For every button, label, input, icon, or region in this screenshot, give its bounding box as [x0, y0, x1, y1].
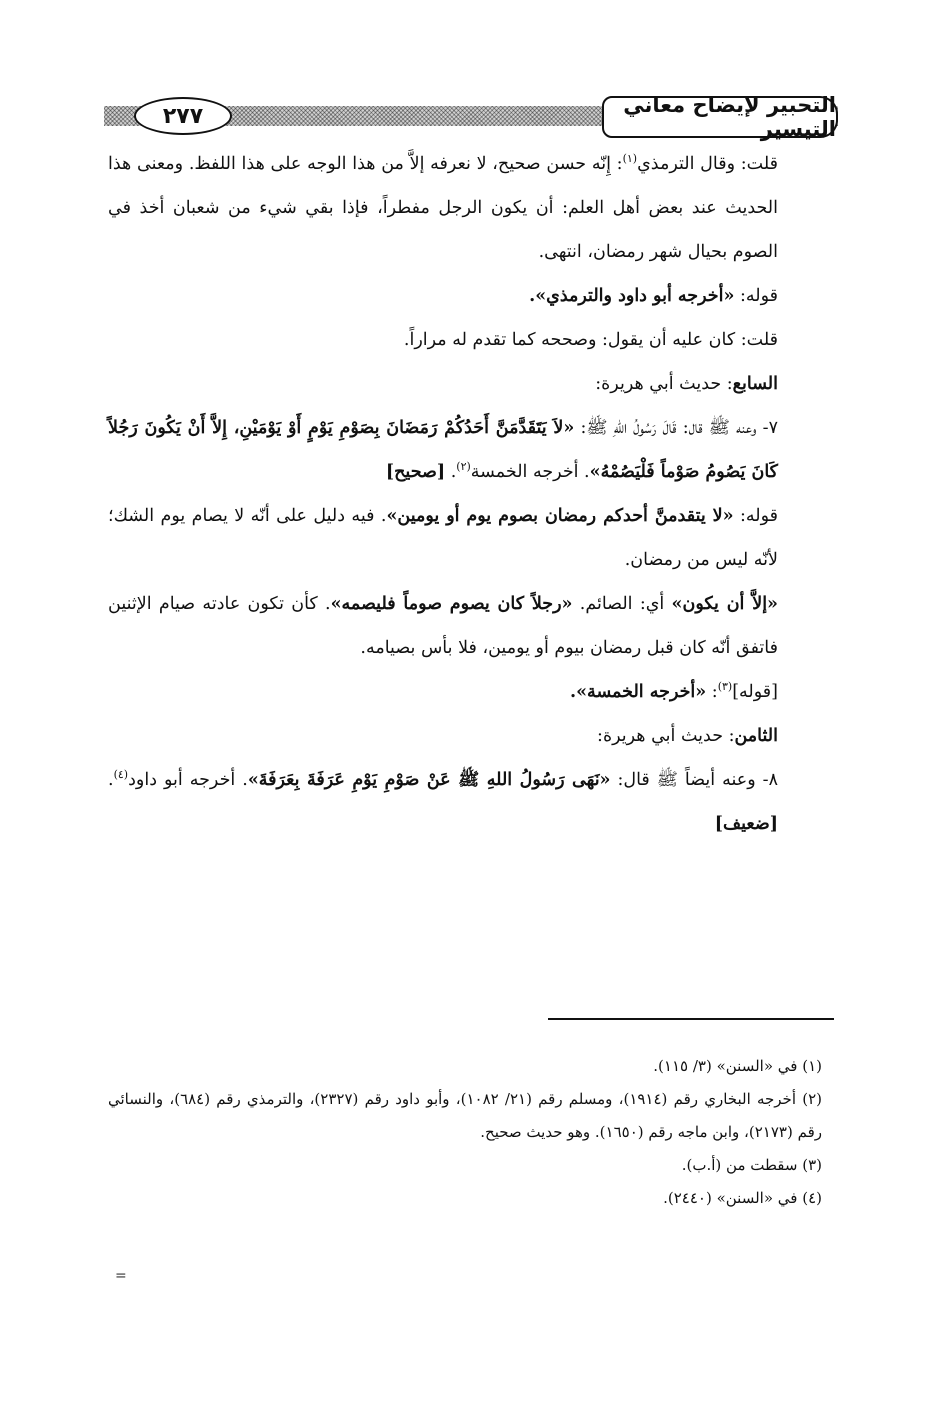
page-number: ٢٧٧ [134, 97, 232, 135]
section-text: : حديث أبي هريرة: [597, 726, 735, 746]
hadith-7 [108, 406, 836, 494]
quoted-text: «لا يتقدمنَّ أحدكم رمضان بصوم يوم أو يومين» [386, 506, 734, 526]
footnote-ref: (١) [622, 152, 638, 166]
footnote-ref: (٤) [113, 768, 129, 782]
hadith-8 [108, 758, 836, 846]
paragraph-text: . كأن تكون عادته صيام الإثنين فاتفق أنّه كان قبل رمضان بيوم أو يومين، فلا بأس بصيامه. [108, 594, 778, 658]
section-heading-eighth [108, 714, 836, 758]
footnote-2: (٢) أخرجه البخاري رقم (١٩١٤)، ومسلم رقم (٢١/ ١٠٨٢)، وأبو داود رقم (٢٣٢٧)، والترمذي رقم (٦٨٤)، والنسائي رقم (٢١٧٣)، وابن ماجه رقم (١٦٥٠). وهو حديث صحيح. [108, 1090, 822, 1141]
hadith-grade: [ضعيف] [714, 814, 778, 834]
hadith-text: «نَهَى رَسُولُ اللهِ ﷺ عَنْ صَوْمِ يَوْمِ عَرَفَةَ بِعَرَفَةَ» [247, 770, 611, 790]
paragraph-1 [108, 142, 836, 274]
paragraph-lead: قوله: [734, 286, 778, 306]
hadith-text: «لاَ يَتَقَدَّمَنَّ أَحَدُكُمْ رَمَضَانَ بِصَوْمِ يَوْمٍ أَوْ يَوْمَيْنِ، إِلاَّ أَنْ يَكُونَ رَجُلاً كَانَ يَصُومُ صَوْماً فَلْيَصُمْهُ» [108, 418, 778, 482]
paragraph-text: : إِنّه حسن صحيح، لا نعرفه إلاَّ من هذا الوجه على هذا اللفظ. ومعنى هذا الحديث عند بعض أهل العلم: أن يكون الرجل مفطراً، فإذا بقي شيء من شعبان أخذ في الصوم بحيال شهر رمضان، انتهى. [108, 154, 778, 262]
section-label: الثامن [734, 726, 778, 746]
paragraph-8 [108, 670, 836, 714]
paragraph-lead: قلت: وقال الترمذي [637, 154, 778, 174]
quoted-text: «أخرجه الخمسة». [570, 682, 707, 702]
paragraph-3: قلت: كان عليه أن يقول: وصححه كما تقدم له مراراً. [403, 330, 778, 350]
paragraph-lead: [قوله] [732, 682, 778, 702]
footnote-ref: (٣) [717, 680, 733, 694]
paragraph-6 [108, 494, 836, 582]
quoted-text: «إلاَّ أن يكون» [671, 594, 778, 614]
corner-mark: = [115, 1268, 127, 1284]
footnotes [108, 1050, 836, 1215]
hadith-grade: [صحيح] [385, 462, 446, 482]
paragraph-2 [108, 274, 836, 318]
footnote-separator [548, 1018, 834, 1020]
paragraph-7 [108, 582, 836, 670]
main-text [108, 142, 836, 846]
paragraph-text: : [706, 682, 718, 702]
hadith-lead: ٨- وعنه أيضاً ﷺ قال: [610, 770, 778, 790]
section-text: : حديث أبي هريرة: [595, 374, 733, 394]
paragraph-text: أي: الصائم. [572, 594, 672, 614]
section-heading-seventh [108, 362, 836, 406]
hadith-lead: ٧- وعنه ﷺ قال: قَالَ رَسُولُ اللهِ ﷺ: [574, 418, 778, 438]
paragraph-text: . فيه دليل على أنّه لا يصام يوم الشك؛ لأنّه ليس من رمضان. [108, 506, 778, 570]
hadith-source: . أخرجه أبو داود [128, 770, 248, 790]
page-header [104, 93, 838, 141]
hadith-separator: . [108, 770, 114, 790]
quoted-text: «رجلاً كان يصوم صوماً فليصمه» [330, 594, 573, 614]
section-label: السابع [732, 374, 778, 394]
footnote-4: (٤) في «السنن» (٢٤٤٠). [663, 1189, 822, 1207]
quoted-text: «أخرجه أبو داود والترمذي». [529, 286, 735, 306]
hadith-source: . أخرجه الخمسة [470, 462, 590, 482]
book-title: التحبير لإيضاح معاني التيسير [602, 96, 838, 138]
footnote-ref: (٢) [456, 460, 471, 474]
footnote-3: (٣) سقطت من (أ.ب). [681, 1156, 822, 1174]
footnote-1: (١) في «السنن» (٣/ ١١٥). [653, 1057, 822, 1075]
paragraph-lead: قوله: [733, 506, 778, 526]
hadith-separator: . [445, 462, 457, 482]
